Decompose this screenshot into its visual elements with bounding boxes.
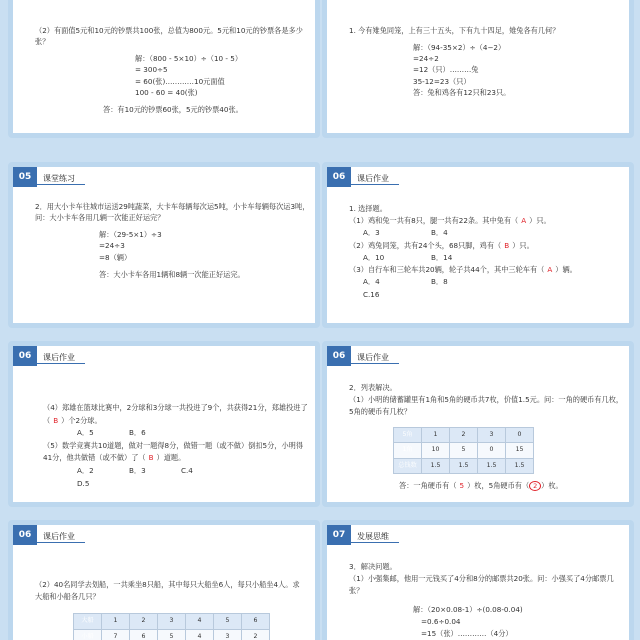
table-cell: 3 (158, 614, 186, 630)
question-line: 大船和小船各几只？ (35, 592, 100, 602)
table-row (74, 614, 270, 630)
option-row (349, 252, 619, 264)
section-number: 06 (13, 346, 37, 366)
section-number: 06 (327, 346, 351, 366)
slide-card-5 (8, 341, 320, 507)
question-line: （1）小明的储蓄罐里有1角和5角的硬币共7枚，价值1.5元。问：一角的硬币有几枚， (349, 395, 624, 405)
option-b: B．4 (431, 228, 448, 238)
solution-line: 解：（94-35×2）÷（4−2） (413, 43, 506, 53)
table-cell: 6 (130, 630, 158, 640)
slide-header (327, 167, 399, 187)
table-cell: 3 (214, 630, 242, 640)
question-line: （5）数学竞赛共10道题，做对一题得8分，做错一题（或不做）倒扣5分，小明得 (43, 440, 304, 450)
slide-card-4 (322, 162, 634, 328)
slide-body (35, 579, 305, 640)
table-cell: 5 (158, 630, 186, 640)
section-title: 课后作业 (351, 173, 399, 185)
solution-line: 35-12=23（只） (413, 76, 471, 86)
option-a: A．2 (77, 465, 94, 475)
question-text: ）个2分球。 (61, 415, 102, 425)
boat-table (73, 613, 270, 640)
section-title: 课后作业 (37, 352, 85, 364)
slide-body (35, 25, 305, 115)
option-a: A．3 (363, 228, 380, 238)
question-text: ）道题。 (156, 453, 186, 463)
solution-line: =24÷2 (413, 54, 439, 64)
question-text: （3）自行车和三轮车共20辆，轮子共44个，其中三轮车有（ (349, 265, 545, 275)
solution-line: 解：（800 - 5×10）÷（10 - 5） (135, 54, 243, 64)
question-line: 问：大小卡车各用几辆一次能正好运完？ (35, 213, 165, 223)
table-cell: 4 (186, 630, 214, 640)
question-line: 5角的硬币有几枚？ (349, 407, 412, 417)
table-cell: 小船 (74, 630, 102, 640)
slide-card-3 (8, 162, 320, 328)
section-title: 课后作业 (37, 531, 85, 543)
coin-table (393, 427, 534, 475)
question-line: 1. 选择题。 (349, 204, 387, 213)
option-row (349, 276, 619, 288)
table-cell: 1.5 (478, 458, 506, 474)
table-cell: 1.5 (506, 458, 534, 474)
table-cell: 0 (506, 427, 534, 443)
slide-card-8 (322, 520, 634, 640)
slide-header (13, 346, 85, 366)
option-d: D.5 (77, 478, 90, 488)
question-line: 2．用大小卡车往城市运送29吨蔬菜，大卡车每辆每次运5吨，小卡车每辆每次运3吨， (35, 202, 310, 211)
question-text: 41分，他共做错（或不做）了（ (43, 453, 146, 463)
answer-text: 答：一角硬币有（ (399, 481, 457, 491)
slide-card-1 (8, 0, 320, 138)
option-a: A．10 (363, 252, 385, 262)
question-text: （2）鸡兔同笼，共有24个头，68只脚，鸡有（ (349, 240, 502, 250)
solution-line: 解：（29-5×1）÷3 (99, 230, 162, 240)
table-cell: 大船 (74, 614, 102, 630)
option-a: A．4 (363, 277, 380, 287)
slide-body (43, 402, 308, 490)
slide-body (349, 561, 619, 640)
question-text: ）只。 (529, 216, 551, 226)
slide-card-2 (322, 0, 634, 138)
section-title: 课堂练习 (37, 173, 85, 185)
slide-header (13, 525, 85, 545)
section-number: 06 (327, 167, 351, 187)
table-cell: 4 (186, 614, 214, 630)
solution-line: =12（只）………兔 (413, 65, 479, 75)
answer-line: 答：有10元的钞票60张，5元的钞票40张。 (103, 104, 243, 114)
slide-card-7 (8, 520, 320, 640)
option-row (43, 465, 305, 478)
question-line (349, 215, 619, 227)
slide-card-6 (322, 341, 634, 507)
solution-line: 100 - 60 = 40(张) (135, 87, 198, 97)
answer-text: ）枚，5角硬币有（ (467, 481, 530, 491)
table-row (394, 443, 534, 459)
question-line: 张？ (35, 37, 50, 47)
solution-line: 解：（20×0.08-1）÷(0.08-0.04) (413, 604, 523, 614)
answer-text: ）枚。 (541, 481, 563, 491)
question-line: （2）40名同学去划船，一共乘坐8只船，其中每只大船坐6人，每只小船坐4人。求 (35, 580, 300, 589)
option-a: A．5 (77, 428, 94, 438)
question-line: （2）有面值5元和10元的钞票共100张，总值为800元。5元和10元的钞票各是多少 (35, 26, 303, 35)
table-row (74, 630, 270, 640)
solution-line: =15（张）…………（4分） (421, 629, 513, 639)
section-number: 07 (327, 525, 351, 545)
answer-line: 答：大小卡车各用1辆和8辆一次能正好运完。 (99, 269, 245, 279)
table-cell: 7 (102, 630, 130, 640)
slide-header (327, 346, 399, 366)
table-cell: 总钱数 (394, 458, 422, 474)
table-row (394, 427, 534, 443)
question-line: 2．列表解决。 (349, 383, 397, 392)
table-cell: 5角 (394, 427, 422, 443)
section-number: 05 (13, 167, 37, 187)
table-cell: 0 (478, 443, 506, 459)
table-cell: 1角 (394, 443, 422, 459)
solution-line: =24÷3 (99, 241, 125, 251)
question-line (349, 240, 619, 252)
question-line: 1. 今有雉兔同笼，上有三十五头，下有九十四足，雉兔各有几何？ (349, 26, 560, 35)
table-cell: 15 (506, 443, 534, 459)
question-line (349, 264, 619, 276)
section-title: 课后作业 (351, 352, 399, 364)
table-cell: 5 (214, 614, 242, 630)
question-text: ）只。 (512, 240, 534, 250)
table-cell: 2 (130, 614, 158, 630)
question-line (43, 415, 305, 428)
question-line: （1）小强集邮，他用一元钱买了4分和8分的邮票共20张。问：小强买了4分邮票几 (349, 574, 614, 584)
option-b: B．8 (431, 277, 448, 287)
answer-line: 答：兔和鸡各有12只和23只。 (413, 87, 511, 97)
solution-line: = 60(张)…………10元面值 (135, 76, 225, 86)
table-cell: 2 (450, 427, 478, 443)
section-title: 发展思维 (351, 531, 399, 543)
table-cell: 1 (102, 614, 130, 630)
question-text: （ (43, 415, 51, 425)
option-b: B．3 (129, 465, 146, 475)
option-row (43, 427, 305, 440)
question-line: 张？ (349, 586, 364, 596)
solution-line: =0.6÷0.04 (421, 616, 461, 626)
answer-mark: B (504, 240, 510, 250)
question-line: （4）郑雄在篮球比赛中，2分球和3分球一共投进了9个，共获得21分，郑雄投进了 (43, 403, 308, 412)
slide-body (35, 201, 310, 280)
slide-header (13, 167, 85, 187)
table-cell: 1 (422, 427, 450, 443)
table-cell: 1.5 (450, 458, 478, 474)
question-line (43, 452, 305, 465)
answer-mark: B (53, 415, 59, 425)
slide-body (349, 382, 624, 493)
table-cell: 6 (242, 614, 270, 630)
option-b: B．14 (431, 252, 453, 262)
question-text: ）辆。 (555, 265, 577, 275)
table-cell: 1.5 (422, 458, 450, 474)
option-c: C.16 (363, 289, 380, 299)
option-c: C.4 (181, 465, 193, 475)
section-number: 06 (13, 525, 37, 545)
table-cell: 10 (422, 443, 450, 459)
answer-mark: A (547, 265, 553, 275)
answer-mark: B (148, 453, 154, 463)
solution-line: =8（辆） (99, 252, 132, 262)
question-line: 3．解决问题。 (349, 562, 397, 571)
table-cell: 3 (478, 427, 506, 443)
option-row (349, 227, 619, 239)
question-text: （1）鸡和兔一共有8只，腿一共有22条。其中兔有（ (349, 216, 519, 226)
slide-header (327, 525, 399, 545)
answer-mark-circled: 2 (529, 481, 541, 491)
slide-body (349, 203, 619, 301)
answer-mark: A (521, 216, 527, 226)
slide-body (349, 25, 619, 98)
answer-mark: 5 (459, 481, 465, 491)
option-b: B．6 (129, 428, 146, 438)
answer-line (349, 480, 619, 492)
table-cell: 2 (242, 630, 270, 640)
table-cell: 5 (450, 443, 478, 459)
solution-line: = 300÷5 (135, 65, 168, 75)
table-row (394, 458, 534, 474)
